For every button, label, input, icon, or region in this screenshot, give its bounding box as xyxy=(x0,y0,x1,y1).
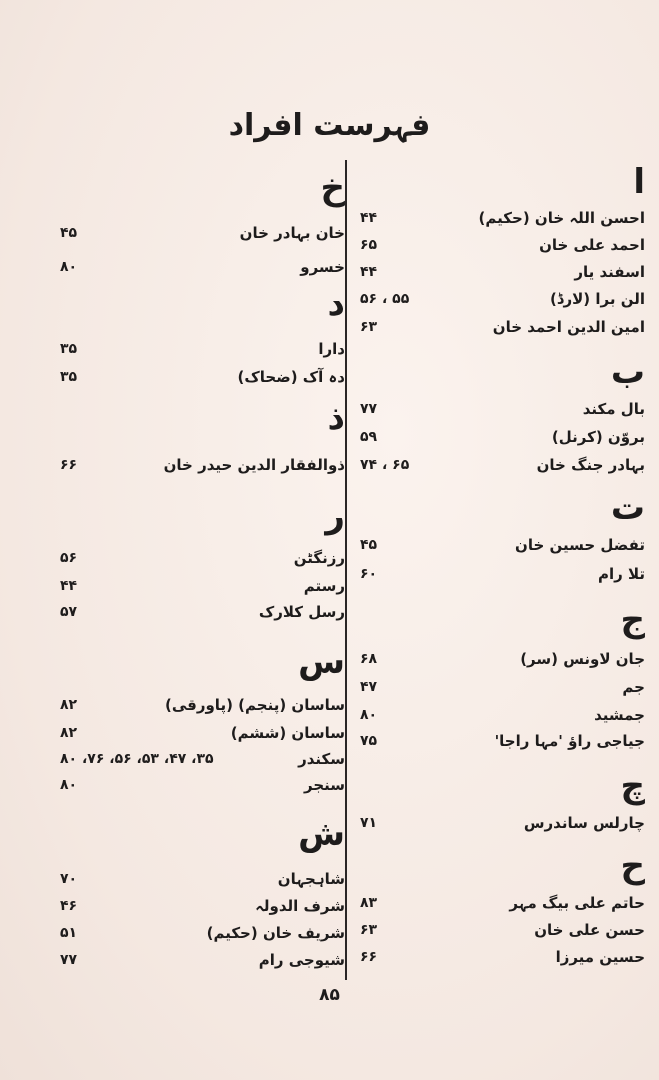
section-letter: ر xyxy=(325,496,345,536)
entry-name: خان بہادر خان xyxy=(239,224,345,242)
entry-pages: ۴۴ xyxy=(360,210,378,226)
section-letter: ت xyxy=(610,488,645,528)
entry-pages: ۶۰ xyxy=(360,566,378,582)
entry-name: رسل کلارک xyxy=(258,603,345,621)
index-entry xyxy=(60,692,345,718)
index-entry xyxy=(60,893,345,919)
index-entry xyxy=(360,917,645,943)
section-letter: خ xyxy=(320,168,345,208)
entry-pages: ۶۳ xyxy=(360,922,378,938)
index-entry xyxy=(60,254,345,280)
entry-name: امین الدین احمد خان xyxy=(492,318,645,336)
entry-name: اسفند یار xyxy=(574,263,645,281)
entry-name: جیاجی راؤ 'مہا راجا' xyxy=(494,732,645,750)
index-entry xyxy=(360,810,645,836)
entry-pages: ۸۳ xyxy=(360,895,378,911)
entry-pages: ۳۵ xyxy=(60,341,78,357)
index-entry xyxy=(360,205,645,231)
index-entry xyxy=(60,772,345,798)
entry-pages: ۷۵ xyxy=(360,733,378,749)
index-entry xyxy=(60,336,345,362)
index-entry xyxy=(60,452,345,478)
column-divider xyxy=(345,160,347,980)
index-entry xyxy=(360,396,645,422)
section-letter: ب xyxy=(610,352,645,392)
entry-name: شیوجی رام xyxy=(258,951,345,969)
section-letter: ج xyxy=(620,600,645,640)
entry-name: بہادر جنگ خان xyxy=(536,456,645,474)
index-entry xyxy=(360,452,645,478)
section-letter: ذ xyxy=(327,398,345,438)
entry-pages: ۸۲ xyxy=(60,725,78,741)
entry-name: سنجر xyxy=(303,776,345,794)
index-entry xyxy=(360,532,645,558)
entry-pages: ۷۱ xyxy=(360,815,378,831)
section-letter: چ xyxy=(620,766,645,806)
entry-pages: ۸۰ xyxy=(360,707,378,723)
entry-pages: ۷۷ xyxy=(60,952,78,968)
entry-name: احسن اللہ خان (حکیم) xyxy=(478,209,645,227)
entry-pages: ۴۵ xyxy=(360,537,378,553)
page-number: ۸۵ xyxy=(319,985,340,1005)
index-entry xyxy=(60,947,345,973)
entry-pages: ۴۷ xyxy=(360,679,378,695)
index-entry xyxy=(60,364,345,390)
section-letter: ا xyxy=(633,162,645,202)
index-entry xyxy=(360,232,645,258)
entry-pages: ۴۴ xyxy=(60,578,78,594)
entry-pages: ۷۷ xyxy=(360,401,378,417)
entry-pages: ۶۳ xyxy=(360,319,378,335)
entry-name: خسرو xyxy=(300,258,345,276)
entry-name: چارلس ساندرس xyxy=(523,814,645,832)
entry-name: شریف خان (حکیم) xyxy=(206,924,345,942)
index-entry xyxy=(60,599,345,625)
section-letter: د xyxy=(327,284,345,324)
section-letter: س xyxy=(298,642,345,682)
entry-name: جمشید xyxy=(594,706,645,724)
index-entry xyxy=(60,573,345,599)
entry-pages: ۶۸ xyxy=(360,651,378,667)
index-entry xyxy=(360,314,645,340)
entry-name: رستم xyxy=(303,577,345,595)
entry-pages: ۳۵، ۴۷، ۵۳، ۵۶، ۷۶، ۸۰ xyxy=(60,751,214,767)
entry-name: جان لاونس (سر) xyxy=(520,650,645,668)
index-entry xyxy=(360,702,645,728)
entry-pages: ۴۵ xyxy=(60,225,78,241)
entry-pages: ۶۶ xyxy=(60,457,78,473)
entry-name: بال مکند xyxy=(582,400,645,418)
entry-pages: ۸۰ xyxy=(60,259,78,275)
entry-pages: ۷۰ xyxy=(60,871,78,887)
entry-pages: ۵۱ xyxy=(60,925,78,941)
entry-name: تلا رام xyxy=(597,565,645,583)
index-entry xyxy=(60,545,345,571)
entry-name: شرف الدولہ xyxy=(255,897,345,915)
index-entry xyxy=(360,646,645,672)
index-entry xyxy=(60,720,345,746)
entry-pages: ۶۶ xyxy=(360,949,378,965)
entry-pages: ۵۹ xyxy=(360,429,378,445)
section-letter: ش xyxy=(298,814,345,854)
entry-pages: ۶۵ ، ۷۴ xyxy=(360,457,410,473)
index-entry xyxy=(360,286,645,312)
entry-name: حاتم علی بیگ مہر xyxy=(509,894,645,912)
index-entry xyxy=(360,561,645,587)
index-entry xyxy=(60,920,345,946)
entry-pages: ۵۷ xyxy=(60,604,78,620)
page-title: فہرست افراد xyxy=(228,108,431,143)
entry-name: احمد علی خان xyxy=(539,236,645,254)
entry-name: ذوالفقار الدین حیدر خان xyxy=(163,456,345,474)
index-entry xyxy=(60,220,345,246)
entry-name: حسین میرزا xyxy=(555,948,645,966)
entry-name: دہ آک (ضحاک) xyxy=(237,368,345,386)
entry-pages: ۳۵ xyxy=(60,369,78,385)
entry-name: جم xyxy=(622,678,645,696)
index-entry xyxy=(360,674,645,700)
index-entry xyxy=(60,746,345,772)
index-entry xyxy=(360,424,645,450)
index-entry xyxy=(360,890,645,916)
entry-pages: ۴۶ xyxy=(60,898,78,914)
entry-pages: ۸۰ xyxy=(60,777,78,793)
entry-name: تفضل حسین خان xyxy=(515,536,645,554)
index-entry xyxy=(360,944,645,970)
entry-pages: ۶۵ xyxy=(360,237,378,253)
section-letter: ح xyxy=(620,846,645,886)
entry-pages: ۸۲ xyxy=(60,697,78,713)
entry-pages: ۴۴ xyxy=(360,264,378,280)
entry-name: ساسان (پنجم) (پاورقی) xyxy=(165,696,345,714)
index-entry xyxy=(360,728,645,754)
entry-pages: ۵۵ ، ۵۶ xyxy=(360,291,410,307)
entry-name: شاہجہان xyxy=(277,870,345,888)
entry-name: سکندر xyxy=(298,750,345,768)
entry-name: ساسان (ششم) xyxy=(230,724,345,742)
entry-name: رزنگٹن xyxy=(293,549,345,567)
index-entry xyxy=(360,259,645,285)
entry-name: حسن علی خان xyxy=(534,921,645,939)
entry-name: الن برا (لارڈ) xyxy=(549,290,645,308)
entry-name: بروّن (کرنل) xyxy=(551,428,645,446)
index-entry xyxy=(60,866,345,892)
entry-pages: ۵۶ xyxy=(60,550,78,566)
entry-name: دارا xyxy=(318,340,345,358)
